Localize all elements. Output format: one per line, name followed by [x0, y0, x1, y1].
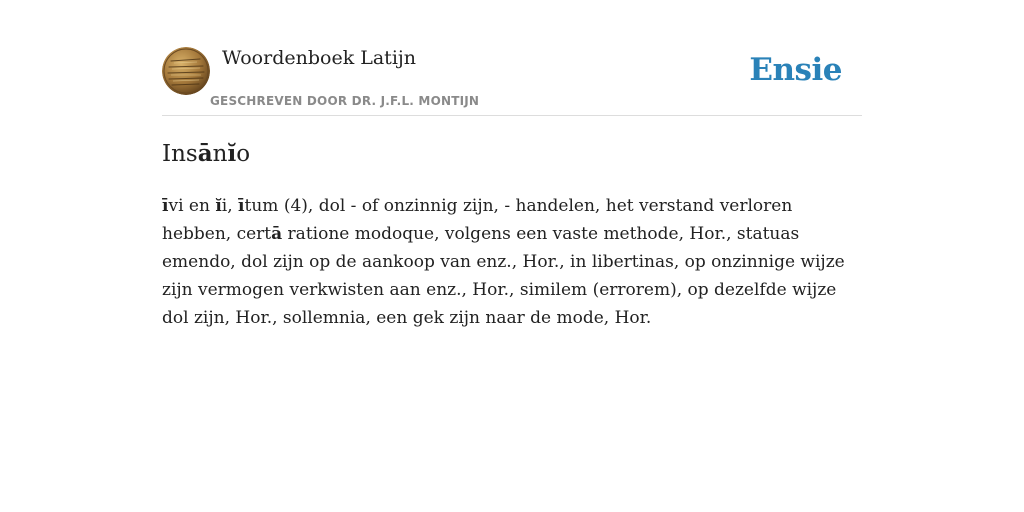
lemma-part: n [212, 141, 228, 167]
lemma-part: o [236, 141, 251, 167]
def-emph: ĭ [215, 196, 222, 216]
def-text: ratione modoque, volgens een vaste methode, Hor., statuas emendo, dol zijn op de aankoop van enz., Hor., in libertinas, op onzinnige wijze zijn vermogen verkwisten aan enz., Hor., similem (errorem), op dezelfde wijze dol zijn, Hor., sollemnia, een gek zijn naar de mode, Hor. [162, 224, 845, 328]
def-text: tum (4), dol - of onzinnig zijn, - handelen, het verstand verloren hebben, cert [162, 196, 793, 244]
site-title-link[interactable]: Woordenboek Latijn [222, 47, 417, 69]
entry-definition [162, 192, 862, 332]
def-text: i, [221, 196, 239, 216]
lemma-part: Ins [162, 141, 198, 167]
entry-title [162, 138, 250, 170]
bronze-medal-logo-icon[interactable] [162, 47, 210, 95]
def-emph: ā [271, 224, 283, 244]
def-text: vi en [168, 196, 216, 216]
site-header [162, 0, 862, 116]
def-emph: ī [162, 196, 169, 216]
lemma-macron-a: ā [197, 140, 213, 167]
ensie-brand-logo[interactable]: Ensie [749, 52, 842, 88]
author-subtitle: GESCHREVEN DOOR DR. J.F.L. MONTIJN [210, 94, 480, 108]
page [162, 0, 862, 512]
def-emph: ī [238, 196, 245, 216]
lemma-breve-i: ĭ [227, 140, 237, 167]
